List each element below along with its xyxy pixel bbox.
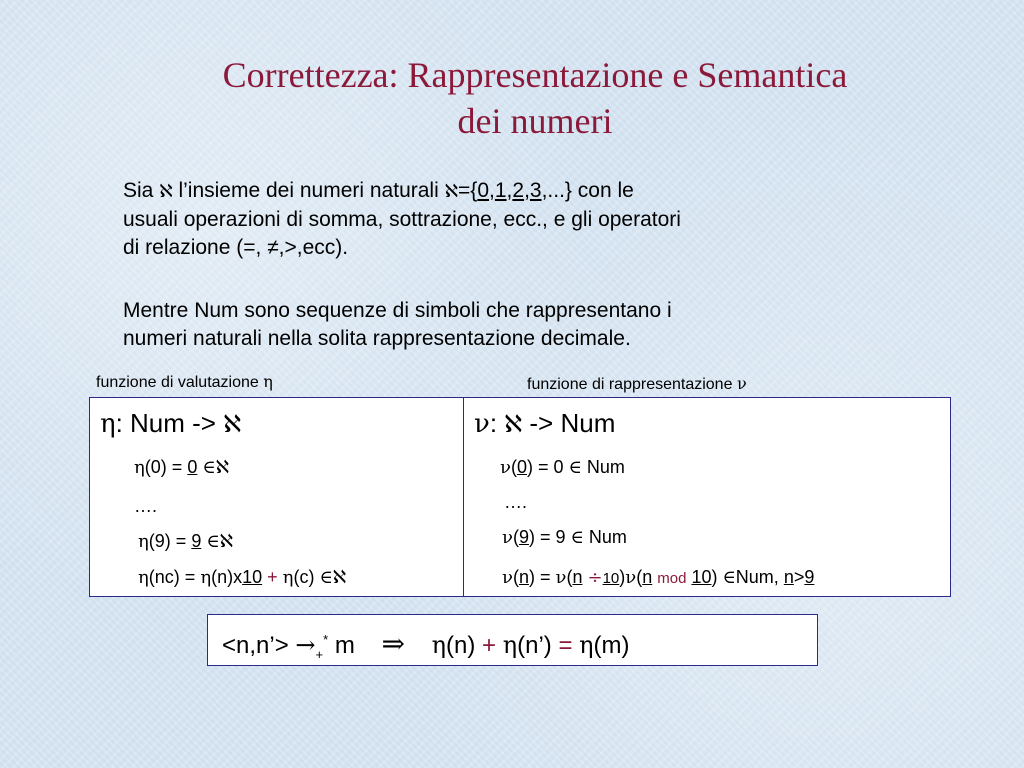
- eta-line-9: η(9) = 9 ∈ℵ: [138, 531, 234, 552]
- paragraph-naturals: Sia ℵ l’insieme dei numeri naturali ℵ={0,1,2,3,...} con le usuali operazioni di somma, sottrazione, ecc., e gli operatori di relazione (=, ≠,>,ecc).: [123, 179, 681, 259]
- nu-ellipsis: ….: [504, 492, 528, 512]
- eta-heading: η: Num -> ℵ: [100, 408, 242, 439]
- nu-box: [463, 397, 951, 597]
- nu-heading: ν: ℵ -> Num: [474, 408, 616, 439]
- eta-line-0: η(0) = 0 ∈ℵ: [134, 457, 230, 478]
- slide-title: Correttezza: Rappresentazione e Semantica dei numeri: [222, 55, 848, 141]
- label-rappresentazione: funzione di rappresentazione ν: [527, 374, 747, 393]
- paragraph-num: Mentre Num sono sequenze di simboli che rappresentano i numeri naturali nella solita rappresentazione decimale.: [123, 299, 672, 350]
- eta-box: [89, 397, 464, 597]
- aleph-symbol: ℵ: [159, 181, 173, 202]
- nu-line-0: ν(0) = 0 ∈ Num: [500, 457, 625, 478]
- eta-line-nc: η(nc) = η(n)x10 + η(c) ∈ℵ: [138, 567, 347, 588]
- implies-symbol: ⇒: [381, 627, 405, 660]
- aleph-symbol: ℵ: [444, 181, 459, 202]
- nu-line-n: ν(n) = ν(n ÷10)ν(n mod 10) ∈Num, n>9: [502, 567, 815, 588]
- label-valutazione: funzione di valutazione η: [96, 372, 273, 391]
- eta-ellipsis: ….: [134, 496, 158, 516]
- nu-line-9: ν(9) = 9 ∈ Num: [502, 527, 627, 548]
- rule-box: <n,n’> $\to_+^*$ m ⇒ η(n) + η(n’) = η(m): [207, 614, 818, 666]
